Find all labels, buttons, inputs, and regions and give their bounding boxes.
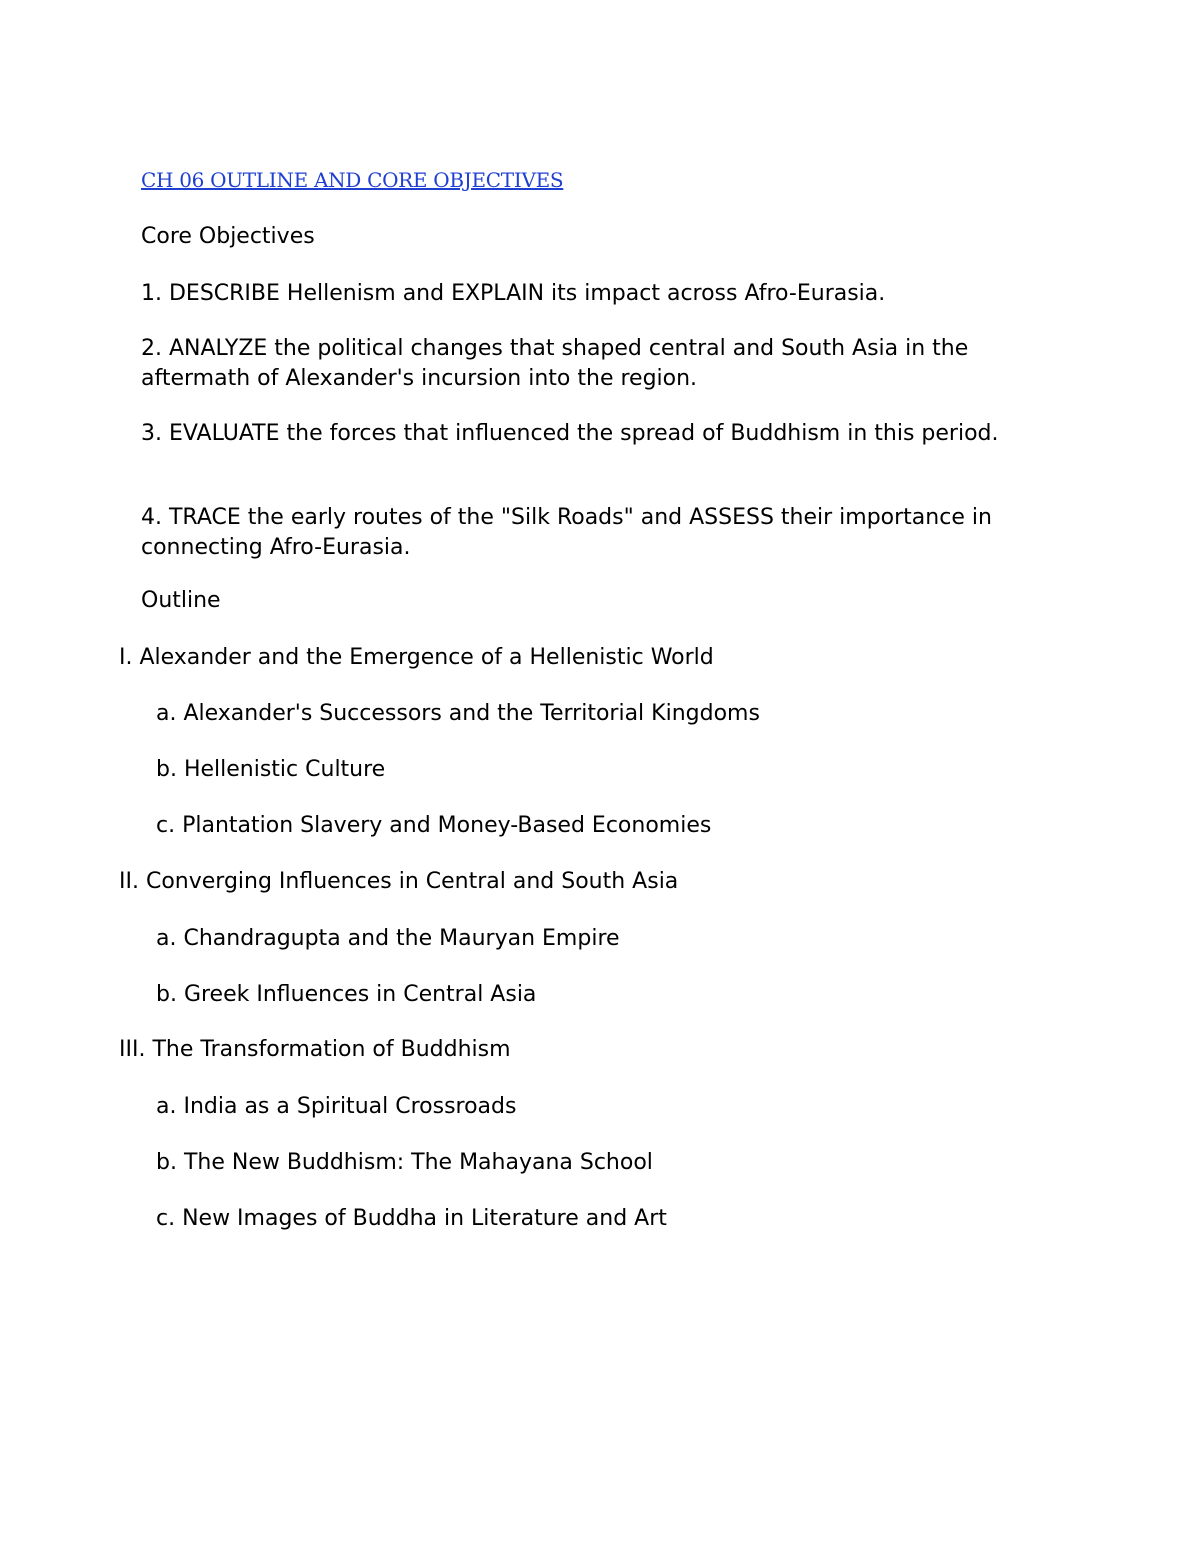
section-1-item-a: a. Alexander's Successors and the Territorial Kingdoms bbox=[156, 701, 760, 726]
objective-1: 1. DESCRIBE Hellenism and EXPLAIN its impact across Afro-Eurasia. bbox=[141, 281, 886, 306]
chapter-title-link[interactable]: CH 06 OUTLINE AND CORE OBJECTIVES bbox=[141, 168, 564, 192]
section-2-item-a: a. Chandragupta and the Mauryan Empire bbox=[156, 926, 620, 951]
outline-heading: Outline bbox=[141, 588, 221, 613]
section-1-title: I. Alexander and the Emergence of a Hellenistic World bbox=[119, 645, 714, 670]
objective-2: 2. ANALYZE the political changes that shaped central and South Asia in the aftermath of Alexander's incursion into the region. bbox=[141, 336, 969, 391]
section-3-item-c: c. New Images of Buddha in Literature and Art bbox=[156, 1206, 667, 1231]
section-2-item-b: b. Greek Influences in Central Asia bbox=[156, 982, 537, 1007]
section-3-item-a: a. India as a Spiritual Crossroads bbox=[156, 1094, 517, 1119]
section-3-title: III. The Transformation of Buddhism bbox=[119, 1037, 511, 1062]
section-2-title: II. Converging Influences in Central and South Asia bbox=[119, 869, 679, 894]
section-3-item-b: b. The New Buddhism: The Mahayana School bbox=[156, 1150, 653, 1175]
section-1-item-b: b. Hellenistic Culture bbox=[156, 757, 386, 782]
core-objectives-heading: Core Objectives bbox=[141, 224, 315, 249]
objective-3: 3. EVALUATE the forces that influenced the spread of Buddhism in this period. bbox=[141, 421, 999, 446]
objective-4: 4. TRACE the early routes of the "Silk Roads" and ASSESS their importance in connecting Afro-Eurasia. bbox=[141, 505, 992, 560]
section-1-item-c: c. Plantation Slavery and Money-Based Economies bbox=[156, 813, 712, 838]
